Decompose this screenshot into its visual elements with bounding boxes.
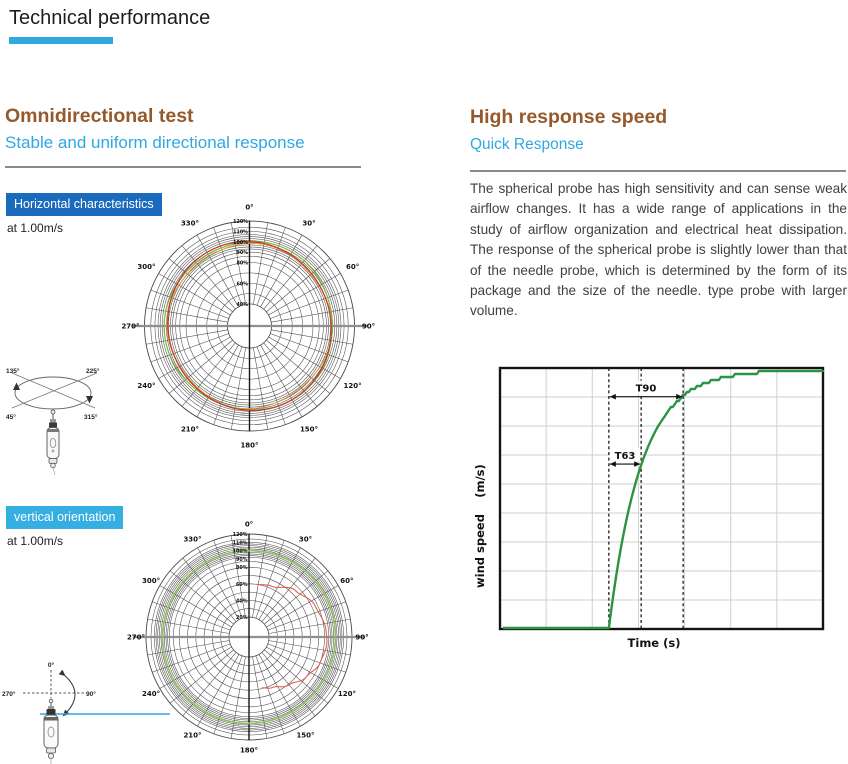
angle-label-135: 135° xyxy=(6,368,20,375)
title-underline-bar xyxy=(9,37,113,44)
angle-tick-label: 210° xyxy=(183,731,202,740)
angle-tick-label: 120° xyxy=(343,382,362,390)
angle-label-315: 315° xyxy=(84,414,98,421)
probe-body xyxy=(44,699,58,764)
angle-tick-label: 330° xyxy=(183,535,202,544)
radial-tick-label: 60% xyxy=(236,582,248,588)
caption-horizontal-speed: at 1.00m/s xyxy=(7,221,64,235)
angle-tick-label: 60° xyxy=(340,577,354,585)
angle-tick-label: 240° xyxy=(137,382,156,390)
angle-tick-label: 300° xyxy=(137,263,156,271)
radial-tick-label: 100% xyxy=(233,240,248,246)
radial-tick-label: 80% xyxy=(236,261,248,267)
angle-tick-label: 0° xyxy=(244,520,254,529)
angle-tick-label: 210° xyxy=(180,425,200,434)
radial-tick-label: 110% xyxy=(232,541,248,547)
radial-tick-label: 80% xyxy=(236,566,248,572)
radial-tick-label: 20% xyxy=(236,616,248,621)
plot-area xyxy=(500,368,823,629)
radial-tick-label: 90% xyxy=(236,251,248,257)
angle-tick-label: 60° xyxy=(345,263,360,271)
right-section-subheading: Quick Response xyxy=(470,136,584,153)
angle-tick-label: 180° xyxy=(240,441,259,450)
angle-label-90: 90° xyxy=(86,691,96,698)
radial-tick-label: 100% xyxy=(232,549,248,555)
radial-tick-label: 110% xyxy=(233,230,248,236)
radial-tick-label: 90% xyxy=(236,557,248,563)
description-paragraph: The spherical probe has high sensitivity and can sense weak airflow changes. It has a wide range of applications in the study of airflow organization and electrical heat dissipation. The response of the spherical probe is slightly lower than that of the needle probe, which is determined by the form of its package and the size of the needle. type probe with larger volume. xyxy=(470,181,847,319)
angle-tick-label: 300° xyxy=(142,577,161,585)
y-axis-units-label: (m/s) xyxy=(473,464,487,498)
angle-tick-label: 180° xyxy=(239,746,259,755)
angle-tick-label: 90° xyxy=(361,322,376,331)
caption-vertical-speed: at 1.00m/s xyxy=(7,534,64,548)
x-axis-label: Time (s) xyxy=(627,636,681,650)
rotation-ellipse xyxy=(15,377,91,409)
angle-tick-label: 120° xyxy=(337,690,356,698)
annotation-label-T63: T63 xyxy=(614,451,636,463)
probe-tilt-illustration xyxy=(0,644,172,764)
radial-tick-label: 40% xyxy=(236,303,248,308)
probe-body xyxy=(47,410,59,475)
angle-tick-label: 90° xyxy=(355,633,369,642)
radial-tick-label: 120% xyxy=(233,220,248,225)
step-response-chart xyxy=(458,353,848,659)
page-title: Technical performance xyxy=(9,7,211,29)
annotation-label-T90: T90 xyxy=(635,383,657,395)
angle-tick-label: 150° xyxy=(299,425,319,434)
radial-tick-label: 60% xyxy=(236,282,248,288)
angle-tick-label: 240° xyxy=(142,690,161,698)
angle-tick-label: 30° xyxy=(298,535,313,544)
angle-label-45: 45° xyxy=(6,414,16,421)
angle-tick-label: 0° xyxy=(245,203,254,212)
left-divider xyxy=(5,166,361,168)
radial-tick-label: 40% xyxy=(236,599,248,605)
polar-chart-horizontal xyxy=(121,186,376,462)
angle-tick-label: 150° xyxy=(296,731,315,740)
angle-tick-label: 270° xyxy=(121,322,140,331)
angle-tick-label: 30° xyxy=(302,219,316,228)
angle-tick-label: 330° xyxy=(180,219,200,228)
angle-label-225: 225° xyxy=(86,368,100,375)
badge-horizontal-characteristics: Horizontal characteristics xyxy=(6,193,162,216)
left-section-subheading: Stable and uniform directional response xyxy=(5,133,305,152)
right-section-heading: High response speed xyxy=(470,106,668,128)
badge-vertical-orientation: vertical orientation xyxy=(6,506,123,529)
left-section-heading: Omnidirectional test xyxy=(5,105,194,127)
y-axis-label: wind speed xyxy=(473,514,487,588)
radial-tick-label: 120% xyxy=(232,533,248,538)
angle-label-0: 0° xyxy=(47,662,55,669)
angle-tick-label: 270° xyxy=(126,633,146,642)
tilt-arc-arrow-icon xyxy=(63,674,75,714)
right-divider xyxy=(470,170,846,172)
probe-rotation-illustration xyxy=(2,357,130,475)
angle-label-270: 270° xyxy=(2,691,16,698)
